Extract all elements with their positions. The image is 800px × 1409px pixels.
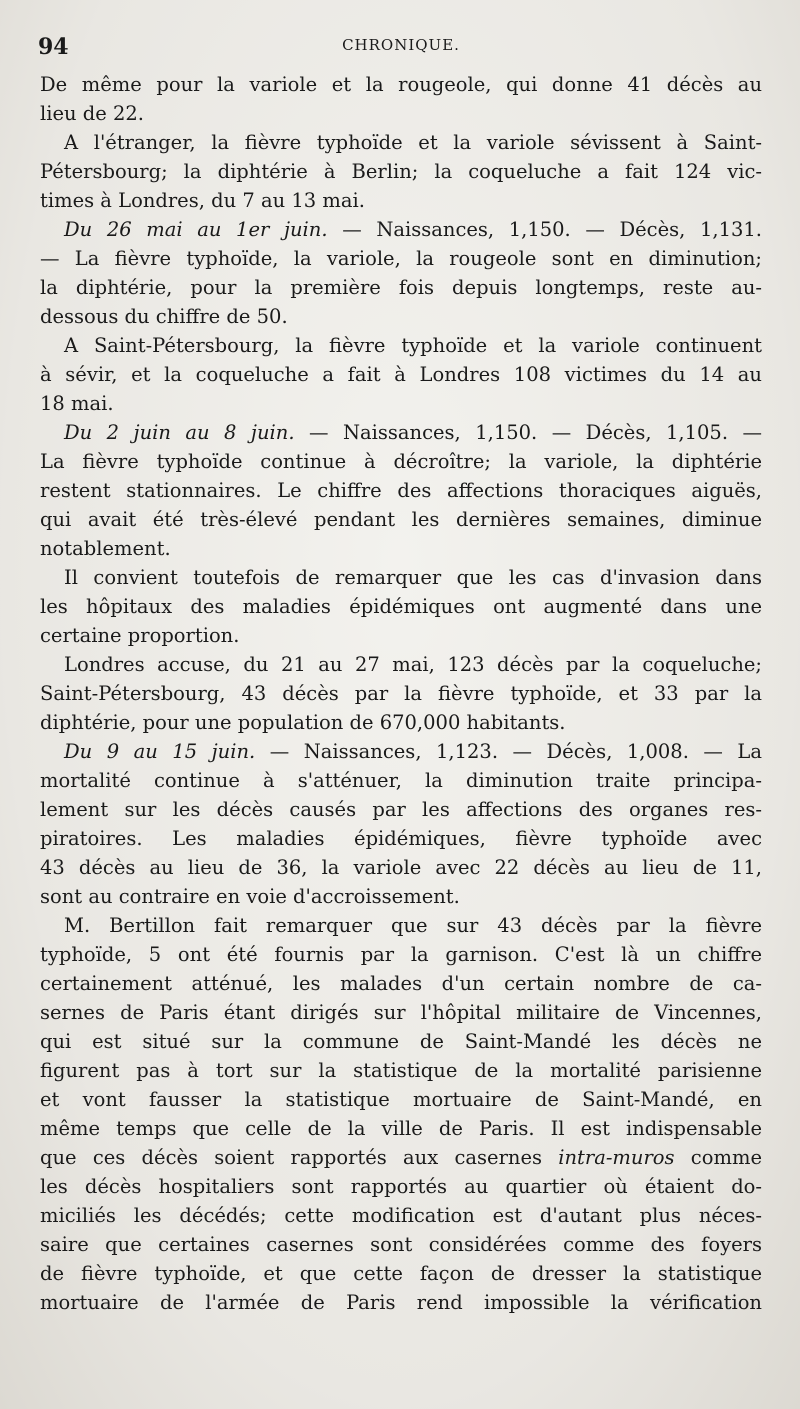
text-line: certaine proportion. xyxy=(40,624,240,647)
text-line: les décès hospitaliers sont rapportés au quartier où étaient do- xyxy=(40,1175,762,1198)
running-title: CHRONIQUE. xyxy=(342,36,460,54)
text-line: à sévir, et la coqueluche a fait à Londres 108 victimes du 14 au xyxy=(40,363,762,386)
text-line: lieu de 22. xyxy=(40,102,145,125)
text-line: Londres accuse, du 21 au 27 mai, 123 décès par la coqueluche; xyxy=(64,653,762,676)
page-header xyxy=(36,28,766,68)
text-line: Pétersbourg; la diphtérie à Berlin; la coqueluche a fait 124 vic- xyxy=(40,160,762,183)
text-line: saire que certaines casernes sont considérées comme des foyers xyxy=(40,1233,762,1256)
text-line: qui est situé sur la commune de Saint-Mandé les décès ne xyxy=(40,1030,762,1053)
text-line: La fièvre typhoïde continue à décroître; la variole, la diphtérie xyxy=(40,450,762,473)
text-line: Il convient toutefois de remarquer que les cas d'invasion dans xyxy=(64,566,762,589)
text-line: sont au contraire en voie d'accroissement. xyxy=(40,885,460,908)
body-text xyxy=(40,70,762,1317)
text-line: restent stationnaires. Le chiffre des affections thoraciques aiguës, xyxy=(40,479,762,502)
text-line xyxy=(40,418,762,447)
text-line: notablement. xyxy=(40,537,171,560)
page-number: 94 xyxy=(38,34,69,60)
text-line: mortalité continue à s'atténuer, la diminution traite principa- xyxy=(40,769,762,792)
text-line: sernes de Paris étant dirigés sur l'hôpital militaire de Vincennes, xyxy=(40,1001,762,1024)
text-line: les hôpitaux des maladies épidémiques ont augmenté dans une xyxy=(40,595,762,618)
italic-term: intra-muros xyxy=(558,1146,675,1169)
text-line xyxy=(40,737,762,766)
text-line: mortuaire de l'armée de Paris rend impossible la vérification xyxy=(40,1291,762,1314)
text-line: De même pour la variole et la rougeole, qui donne 41 décès au xyxy=(40,73,762,96)
line-rest: — Naissances, 1,150. — Décès, 1,131. xyxy=(327,218,762,241)
text-line: même temps que celle de la ville de Paris. Il est indispensable xyxy=(40,1117,762,1140)
text-line: dessous du chiffre de 50. xyxy=(40,305,288,328)
text-line: qui avait été très-élevé pendant les dernières semaines, diminue xyxy=(40,508,762,531)
text-line: diphtérie, pour une population de 670,000 habitants. xyxy=(40,711,566,734)
date-range-label: Du 26 mai au 1er juin. xyxy=(64,218,328,241)
text-line xyxy=(40,1143,762,1172)
text-line: 43 décès au lieu de 36, la variole avec 22 décès au lieu de 11, xyxy=(40,856,762,879)
text-line xyxy=(40,215,762,244)
text-line: M. Bertillon fait remarquer que sur 43 décès par la fièvre xyxy=(64,914,762,937)
line-segment: que ces décès soient rapportés aux casernes xyxy=(40,1146,559,1169)
text-line: certainement atténué, les malades d'un certain nombre de ca- xyxy=(40,972,762,995)
line-segment: comme xyxy=(674,1146,762,1169)
text-line: times à Londres, du 7 au 13 mai. xyxy=(40,189,365,212)
line-rest: — Naissances, 1,150. — Décès, 1,105. — xyxy=(294,421,762,444)
text-line: figurent pas à tort sur la statistique de la mortalité parisienne xyxy=(40,1059,762,1082)
text-line: typhoïde, 5 ont été fournis par la garnison. C'est là un chiffre xyxy=(40,943,762,966)
text-line: piratoires. Les maladies épidémiques, fièvre typhoïde avec xyxy=(40,827,762,850)
text-line: de fièvre typhoïde, et que cette façon de dresser la statistique xyxy=(40,1262,762,1285)
text-line: 18 mai. xyxy=(40,392,114,415)
text-line: lement sur les décès causés par les affections des organes res- xyxy=(40,798,762,821)
text-line: et vont fausser la statistique mortuaire de Saint-Mandé, en xyxy=(40,1088,762,1111)
text-line: la diphtérie, pour la première fois depuis longtemps, reste au- xyxy=(40,276,762,299)
text-line: miciliés les décédés; cette modification est d'autant plus néces- xyxy=(40,1204,762,1227)
text-line: Saint-Pétersbourg, 43 décès par la fièvre typhoïde, et 33 par la xyxy=(40,682,762,705)
date-range-label: Du 2 juin au 8 juin. xyxy=(64,421,295,444)
text-line: — La fièvre typhoïde, la variole, la rougeole sont en diminution; xyxy=(40,247,762,270)
text-line: A l'étranger, la fièvre typhoïde et la variole sévissent à Saint- xyxy=(64,131,762,154)
text-line: A Saint-Pétersbourg, la fièvre typhoïde et la variole continuent xyxy=(64,334,762,357)
line-rest: — Naissances, 1,123. — Décès, 1,008. — La xyxy=(255,740,762,763)
date-range-label: Du 9 au 15 juin. xyxy=(64,740,256,763)
